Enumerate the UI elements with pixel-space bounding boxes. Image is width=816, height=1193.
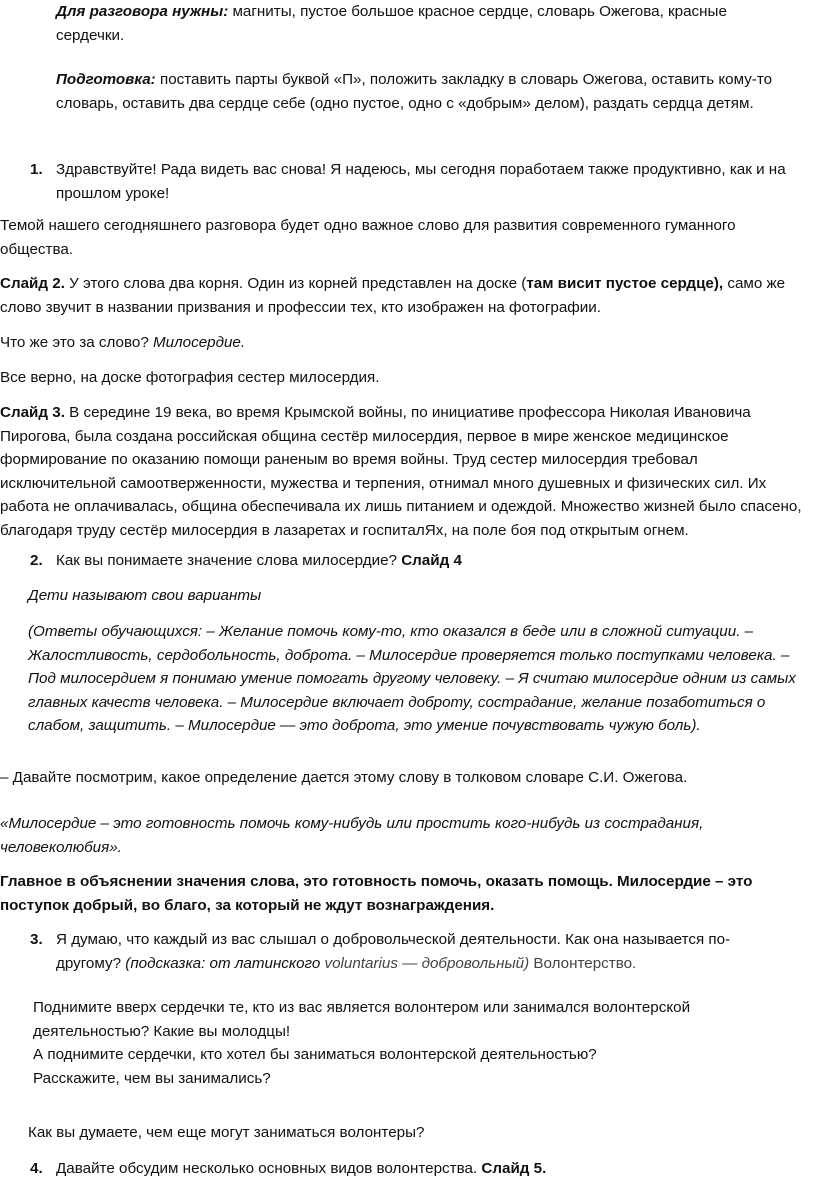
question-answer: Милосердие. — [152, 334, 246, 351]
correct-text: Все верно, на доске фотография сестер милосердия. — [0, 369, 380, 386]
raise-text-2: А поднимите сердечки, кто хотел бы заниматься волонтерской деятельностью? — [33, 1046, 597, 1063]
tell-text: Расскажите, чем вы занимались? — [33, 1069, 271, 1087]
answers-paragraph — [28, 620, 813, 738]
list-item-2 — [30, 549, 796, 573]
list-number: 4. — [30, 1160, 43, 1177]
definition-text: «Милосердие – это готовность помочь кому-нибудь или простить кого-нибудь из сострадания, человеколюбия». — [0, 815, 704, 856]
slide2-text-2: само же слово звучит в названии призвания и профессии тех, кто изображен на фотографии. — [0, 275, 786, 316]
item2-text: Как вы понимаете значение слова милосердие? — [56, 552, 402, 569]
materials-paragraph — [56, 0, 796, 47]
list-number: 1. — [30, 161, 43, 178]
main-point-paragraph — [0, 870, 812, 917]
item3-hint: (подсказка: от латинского — [125, 954, 325, 972]
list-item-3 — [30, 928, 776, 975]
slide2-text: У этого слова два корня. Один из корней представлен на доске ( — [64, 275, 527, 292]
topic-text: Темой нашего сегодняшнего разговора будет одно важное слово для развития современного гуманного общества. — [0, 217, 736, 258]
prep-paragraph — [56, 68, 796, 115]
prep-label: Подготовка: — [56, 71, 156, 88]
list-item-4 — [30, 1157, 796, 1181]
slide3-paragraph — [0, 401, 810, 542]
materials-text: магниты, пустое большое красное сердце, словарь Ожегова, красные сердечки. — [56, 3, 727, 44]
item4-slide: Слайд 5. — [481, 1160, 547, 1177]
prep-text: поставить парты буквой «П», положить закладку в словарь Ожегова, оставить кому-то словарь, оставить два сердце себе (одно пустое, одно с «добрым» делом), раздать сердца детям. — [56, 71, 773, 112]
lookup-text: – Давайте посмотрим, какое определение дается этому слову в толковом словаре С.И. Ожегова. — [0, 769, 688, 786]
main-point-text: Главное в объяснении значения слова, это готовность помочь, оказать помощь. Милосердие – это поступок добрый, во благо, за который не ждут вознаграждения. — [0, 873, 753, 914]
answers-text: (Ответы обучающихся: – Желание помочь кому-то, кто оказался в беде или в сложной ситуации. – Жалостливость, сердобольность, доброта. – Милосердие проверяется только поступками человека. – Под милосердием я понимаю умение помогать другому человеку. – Я считаю милосердие одним из самых главных качеств человека. – Милосердие включает доброту, сострадание, желание позаботиться о слабом, защитить. – Милосердие — это доброта, это умение почувствовать чужую боль). — [28, 623, 796, 734]
slide2-label: Слайд 2. — [0, 275, 65, 292]
slide3-text: В середине 19 века, во время Крымской войны, по инициативе профессора Николая Ивановича Пирогова, была создана российская община сестёр милосердия, первое в мире женское медицинское формирование по оказанию помощи раненым во время войны. Труд сестер милосердия требовал исключительной самоотверженности, мужества и терпения, отнимал много душевных и физических сил. Их работа не оплачивалась, община обеспечивала их лишь питанием и одеждой. Множество жизней было спасено, благодаря труду сестёр милосердия в лазаретах и госпиталЯх, на поле боя под открытым огнем. — [0, 404, 802, 539]
volunteers-text: Как вы думаете, чем еще могут заниматься волонтеры? — [28, 1124, 425, 1141]
item2-slide: Слайд 4 — [401, 552, 462, 569]
slide2-paragraph — [0, 272, 800, 319]
volunteers-paragraph — [28, 1121, 788, 1145]
raise-paragraph — [33, 996, 773, 1090]
materials-label: Для разговора нужны: — [56, 3, 229, 20]
item3-answer: Волонтерство. — [529, 954, 637, 972]
definition-paragraph — [0, 812, 780, 859]
list-number: 2. — [30, 552, 43, 569]
item3-hint-latin: voluntarius — добровольный) — [324, 954, 530, 972]
greeting-text: Здравствуйте! Рада видеть вас снова! Я надеюсь, мы сегодня поработаем также продуктивно, как и на прошлом уроке! — [56, 161, 786, 202]
topic-paragraph — [0, 214, 800, 261]
list-number: 3. — [30, 931, 43, 948]
raise-text-1: Поднимите вверх сердечки те, кто из вас является волонтером или занимался волонтерской деятельностью? Какие вы молодцы! — [33, 999, 691, 1040]
list-item-1 — [30, 158, 816, 205]
slide2-bold: там висит пустое сердце), — [526, 275, 724, 292]
kids-paragraph — [28, 584, 808, 608]
question-paragraph — [0, 331, 812, 355]
item3-text: Я думаю, что каждый из вас слышал о добровольческой деятельности. Как она называется по-другому? — [56, 931, 731, 972]
slide3-label: Слайд 3. — [0, 404, 65, 421]
question-text: Что же это за слово? — [0, 334, 153, 351]
correct-paragraph — [0, 366, 812, 390]
lookup-paragraph — [0, 766, 812, 790]
item4-text: Давайте обсудим несколько основных видов волонтерства. — [56, 1160, 482, 1177]
kids-text: Дети называют свои варианты — [28, 587, 262, 604]
